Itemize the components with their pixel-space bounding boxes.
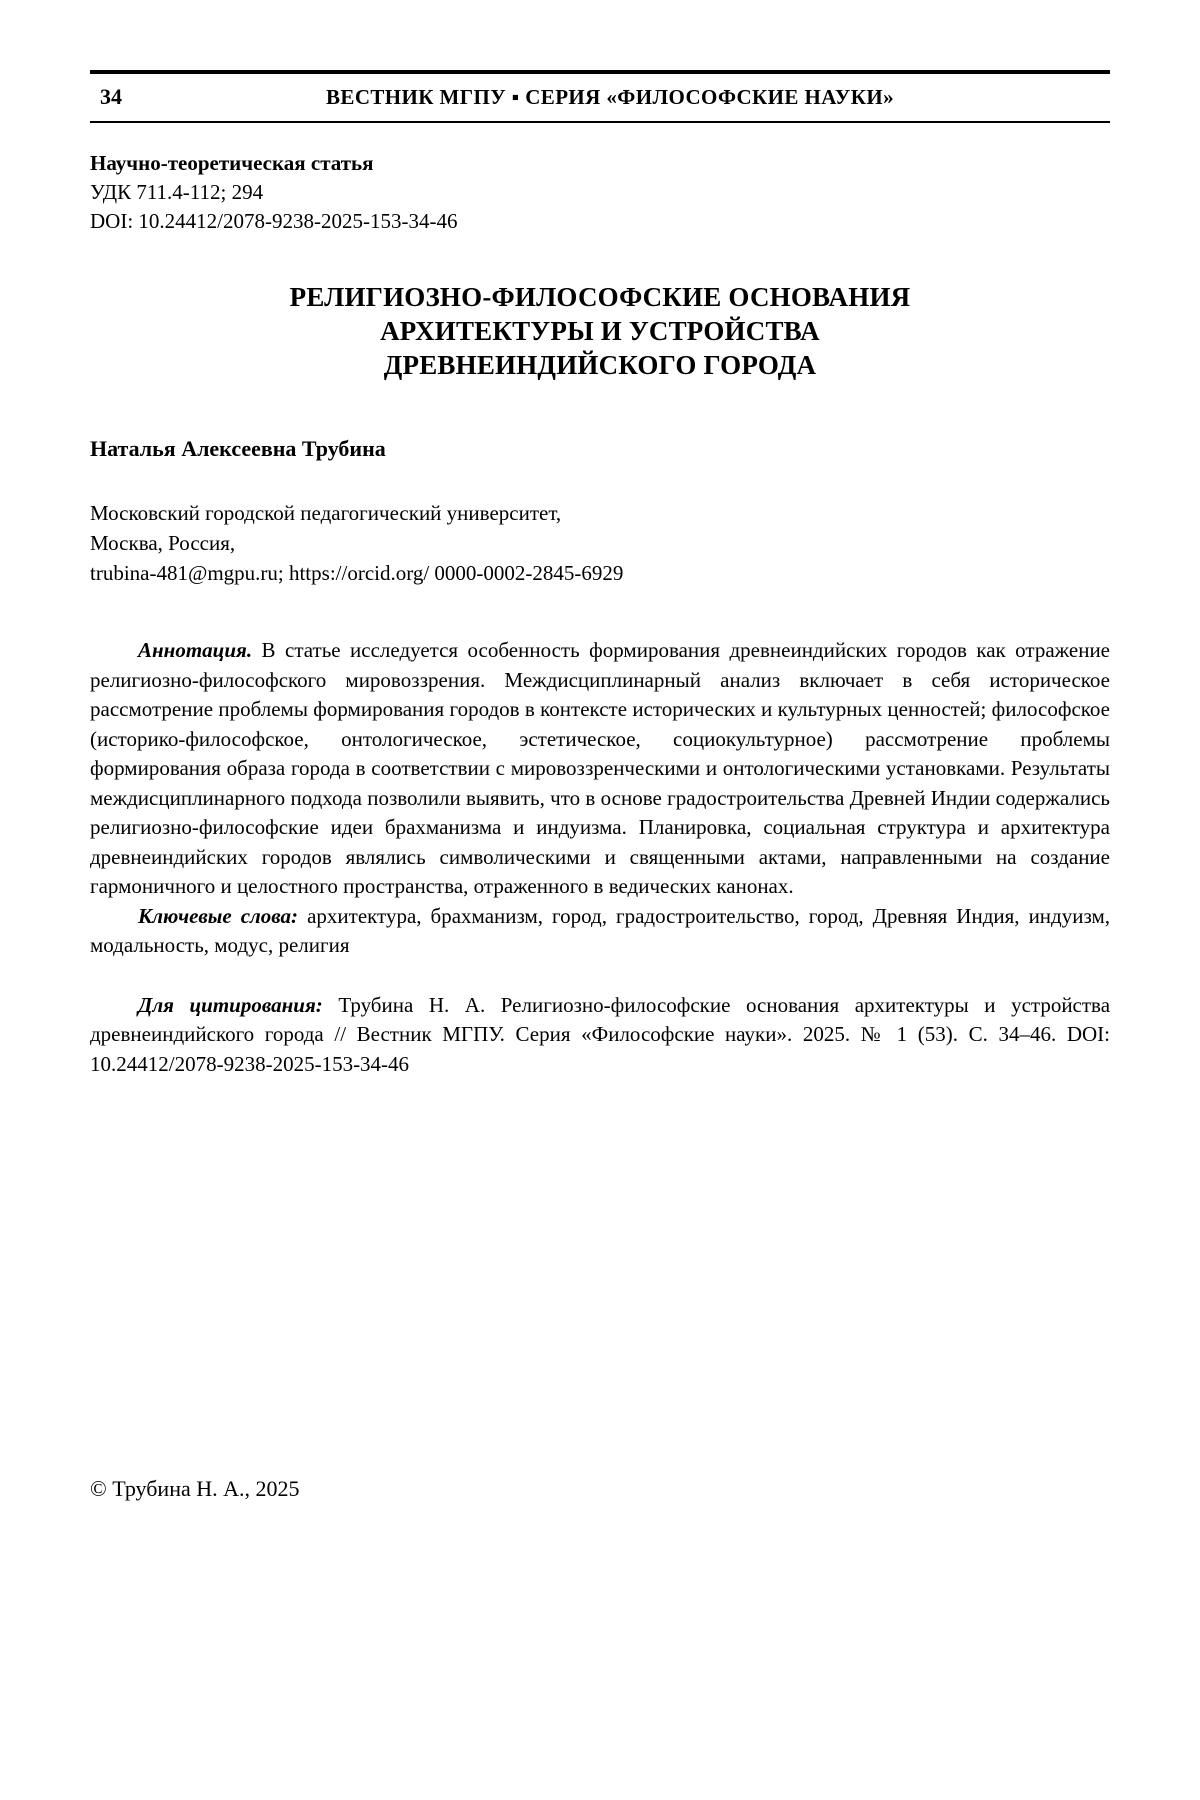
article-type: Научно-теоретическая статья — [90, 151, 374, 175]
article-title-line: ДРЕВНЕИНДИЙСКОГО ГОРОДА — [383, 350, 817, 380]
abstract-label: Аннотация. — [138, 638, 253, 662]
abstract-text: В статье исследуется особенность формирования древнеиндийских городов как отражение религиозно-философского мировоззрения. Междисциплинарный анализ включает в себя историческое рассмотрение проблемы формирования городов в контексте исторических и культурных ценностей; философское (историко-философское, онтологическое, эстетическое, социокультурное) рассмотрение проблемы формирования образа города в соответствии с мировоззренческими и онтологическими установками. Результаты междисциплинарного подхода позволили выявить, что в основе градостроительства Древней Индии содержались религиозно-философские идеи брахманизма и индуизма. Планировка, социальная структура и архитектура древнеиндийских городов являлись символическими и священными актами, направленными на создание гармоничного и целостного пространства, отраженного в ведических канонах. — [90, 638, 1111, 898]
citation-text: Трубина Н. А. Религиозно-философские основания архитектуры и устройства древнеиндийского города // Вестник МГПУ. Серия «Философские науки». 2025. № 1 (53). С. 34–46. DOI: 10.24412/2078-9238-2025-153-34-46 — [90, 992, 1111, 1076]
author-affiliation — [90, 498, 1110, 588]
keywords-paragraph — [90, 902, 1110, 961]
citation-label: Для цитирования: — [138, 992, 323, 1017]
article-udk: УДК 711.4-112; 294 — [90, 180, 264, 204]
article-title-line: РЕЛИГИОЗНО-ФИЛОСОФСКИЕ ОСНОВАНИЯ — [289, 282, 911, 312]
running-header — [90, 70, 1110, 123]
affiliation-line: Московский городской педагогический университет, — [90, 501, 562, 525]
journal-title: ВЕСТНИК МГПУ ▪ СЕРИЯ «ФИЛОСОФСКИЕ НАУКИ» — [326, 85, 894, 109]
author-name: Наталья Алексеевна Трубина — [90, 436, 386, 461]
keywords-label: Ключевые слова: — [138, 903, 299, 928]
copyright-notice: © Трубина Н. А., 2025 — [90, 1476, 300, 1501]
article-title — [90, 280, 1110, 382]
citation-paragraph — [90, 991, 1110, 1080]
article-meta — [90, 149, 1110, 236]
article-doi: DOI: 10.24412/2078-9238-2025-153-34-46 — [90, 209, 458, 233]
article-title-line: АРХИТЕКТУРЫ И УСТРОЙСТВА — [380, 316, 820, 346]
affiliation-contact-line: trubina-481@mgpu.ru; https://orcid.org/ 0000-0002-2845-6929 — [90, 561, 624, 585]
affiliation-line: Москва, Россия, — [90, 531, 236, 555]
abstract-paragraph — [90, 636, 1110, 902]
page-number: 34 — [100, 84, 122, 109]
keywords-text: архитектура, брахманизм, город, градостроительство, город, Древняя Индия, индуизм, модальность, модус, религия — [90, 903, 1111, 957]
